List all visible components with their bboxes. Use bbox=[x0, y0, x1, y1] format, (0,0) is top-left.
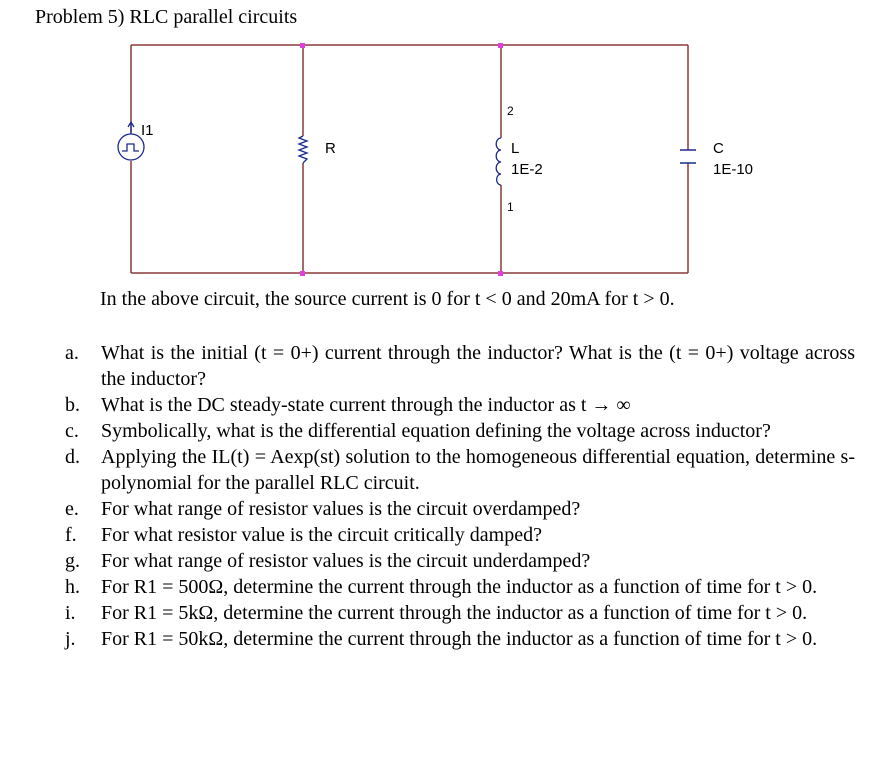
question-label: h. bbox=[65, 576, 80, 598]
question-item bbox=[65, 418, 855, 444]
resistor-label: R bbox=[325, 140, 336, 157]
question-label: d. bbox=[65, 446, 80, 468]
question-item bbox=[65, 626, 855, 652]
question-text: For R1 = 50kΩ, determine the current through the inductor as a function of time for t > 0. bbox=[101, 628, 818, 650]
source-label: I1 bbox=[141, 122, 154, 139]
question-label: b. bbox=[65, 394, 80, 416]
question-text: Applying the IL(t) = Aexp(st) solution to the homogeneous differential equation, determine s-polynomial for the parallel RLC circuit. bbox=[101, 446, 855, 494]
inductor-value: 1E-2 bbox=[511, 161, 543, 178]
question-label: a. bbox=[65, 342, 79, 364]
question-item bbox=[65, 444, 855, 496]
question-label: f. bbox=[65, 524, 77, 546]
question-item bbox=[65, 548, 855, 574]
question-label: i. bbox=[65, 602, 76, 624]
question-label: e. bbox=[65, 498, 79, 520]
question-label: c. bbox=[65, 420, 79, 442]
question-text: For R1 = 5kΩ, determine the current through the inductor as a function of time for t > 0. bbox=[101, 602, 808, 624]
inductor-pin-bottom: 1 bbox=[507, 200, 514, 214]
question-item bbox=[65, 392, 855, 418]
capacitor-icon bbox=[680, 150, 696, 163]
inductor-pin-top: 2 bbox=[507, 104, 514, 118]
question-text: For what resistor value is the circuit critically damped? bbox=[101, 524, 542, 546]
question-text: For what range of resistor values is the circuit underdamped? bbox=[101, 550, 591, 572]
question-item bbox=[65, 496, 855, 522]
question-item bbox=[65, 340, 855, 392]
inductor-icon bbox=[496, 138, 501, 185]
circuit-nodes bbox=[300, 43, 503, 276]
question-list bbox=[65, 340, 855, 652]
inductor-label: L bbox=[511, 140, 520, 157]
capacitor-label: C bbox=[713, 140, 724, 157]
question-label: j. bbox=[65, 628, 76, 650]
question-label: g. bbox=[65, 550, 80, 572]
resistor-icon bbox=[299, 136, 307, 163]
question-item bbox=[65, 600, 855, 626]
question-text: What is the initial (t = 0+) current through the inductor? What is the (t = 0+) voltage across the inductor? bbox=[101, 342, 855, 390]
question-text: Symbolically, what is the differential equation defining the voltage across inductor? bbox=[101, 420, 771, 442]
circuit-wires bbox=[131, 45, 688, 273]
capacitor-value: 1E-10 bbox=[713, 161, 754, 178]
question-text: What is the DC steady-state current through the inductor as t → ∞ bbox=[101, 394, 631, 416]
question-text: For what range of resistor values is the circuit overdamped? bbox=[101, 498, 581, 520]
problem-intro: In the above circuit, the source current is 0 for t < 0 and 20mA for t > 0. bbox=[100, 288, 675, 310]
circuit-schematic bbox=[0, 0, 890, 290]
page-title: Problem 5) RLC parallel circuits bbox=[35, 6, 298, 28]
question-item bbox=[65, 522, 855, 548]
question-item bbox=[65, 574, 855, 600]
question-text: For R1 = 500Ω, determine the current through the inductor as a function of time for t > 0. bbox=[101, 576, 818, 598]
